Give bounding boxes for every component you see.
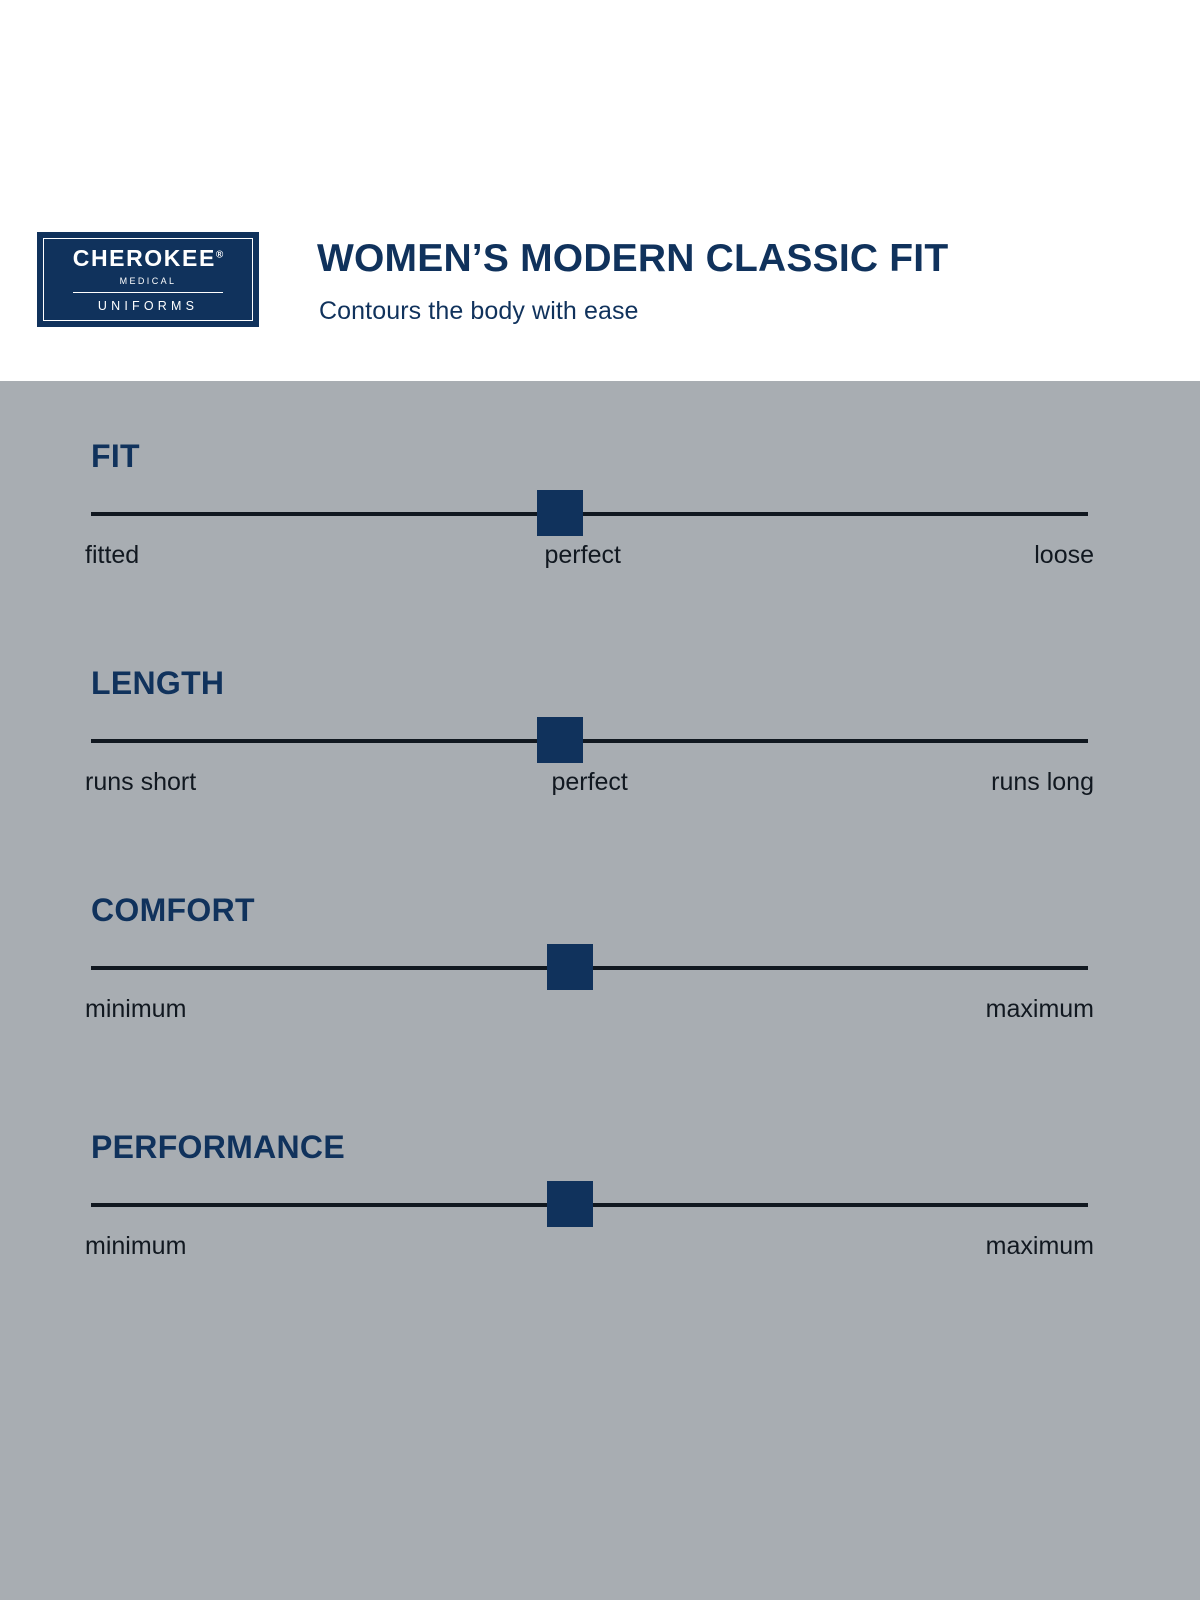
page-subtitle: Contours the body with ease bbox=[319, 297, 639, 325]
registered-mark: ® bbox=[215, 249, 224, 261]
scale-tick-left-performance: minimum bbox=[85, 1232, 187, 1260]
scale-track-performance[interactable] bbox=[91, 1203, 1088, 1207]
scale-tick-right-length: runs long bbox=[991, 768, 1094, 796]
brand-name bbox=[72, 244, 224, 271]
scale-tick-right-performance: maximum bbox=[985, 1232, 1094, 1260]
scale-track-length[interactable] bbox=[91, 739, 1088, 743]
scale-ticks-comfort bbox=[85, 995, 1094, 1024]
scale-label-comfort: COMFORT bbox=[91, 892, 255, 928]
scales-panel bbox=[0, 381, 1200, 1600]
page-title: WOMEN’S MODERN CLASSIC FIT bbox=[317, 237, 949, 280]
brand-logo bbox=[37, 232, 259, 327]
scale-tick-middle-fit: perfect bbox=[544, 541, 621, 569]
brand-divider bbox=[73, 292, 223, 293]
scale-ticks-length bbox=[85, 768, 1094, 797]
brand-name-text: CHEROKEE bbox=[72, 244, 216, 271]
scale-ticks-performance bbox=[85, 1232, 1094, 1261]
scale-marker-comfort[interactable] bbox=[547, 944, 593, 990]
scale-track-comfort[interactable] bbox=[91, 966, 1088, 970]
scale-tick-right-comfort: maximum bbox=[985, 995, 1094, 1023]
scale-ticks-fit bbox=[85, 541, 1094, 570]
scale-track-fit[interactable] bbox=[91, 512, 1088, 516]
scale-tick-left-comfort: minimum bbox=[85, 995, 187, 1023]
brand-logo-frame bbox=[43, 238, 253, 321]
scale-tick-left-length: runs short bbox=[85, 768, 197, 796]
scale-marker-fit[interactable] bbox=[537, 490, 583, 536]
header bbox=[0, 0, 1200, 390]
scale-label-fit: FIT bbox=[91, 438, 140, 474]
scale-tick-middle-length: perfect bbox=[551, 768, 628, 796]
scale-marker-length[interactable] bbox=[537, 717, 583, 763]
brand-tagline-medical: MEDICAL bbox=[119, 275, 177, 286]
scale-tick-left-fit: fitted bbox=[85, 541, 140, 569]
scale-tick-right-fit: loose bbox=[1034, 541, 1094, 569]
brand-tagline-uniforms: UNIFORMS bbox=[97, 298, 199, 313]
scale-label-length: LENGTH bbox=[91, 665, 225, 701]
scale-marker-performance[interactable] bbox=[547, 1181, 593, 1227]
scale-label-performance: PERFORMANCE bbox=[91, 1129, 345, 1165]
